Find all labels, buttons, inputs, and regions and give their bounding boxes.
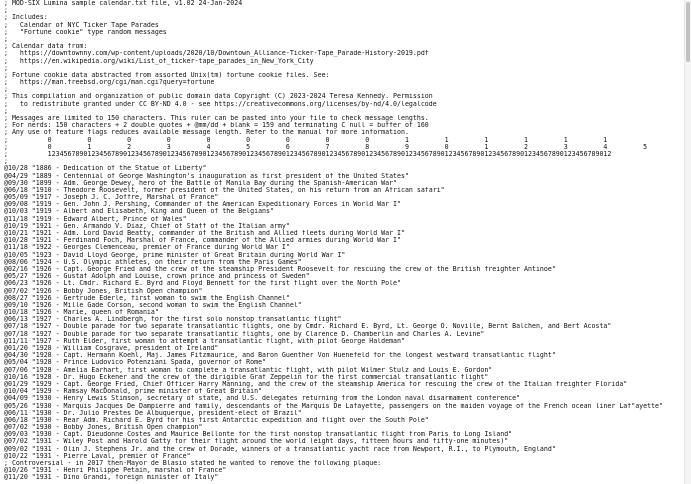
text-line: @07/06 "1928 - Amelia Earhart, first woman to complete a transatlantic flight, with pilot Wilmer Stulz and Louis E. Gordon" (4, 366, 493, 374)
text-line: ; Calendar of NYC Ticker Tape Parades (4, 21, 159, 29)
text-line: @10/22 "1931 - Pierre Laval, premier of France" (4, 452, 191, 460)
text-line: @10/26 "1931 - Henri Philippe Petain, marshal of France" (4, 467, 227, 475)
text-line: @05/27 "1926 - Gustaf Adolph and Louise, crown prince and princess of Sweden" (4, 273, 310, 281)
text-line: ; https://man.freebsd.org/cgi/man.cgi?query=fortune (4, 79, 215, 87)
text-line: @05/09 "1917 - Joseph J. C. Joffre, Marshal of France" (4, 194, 219, 202)
text-line: @02/16 "1926 - Capt. George Fried and the crew of the steamship President Roosevelt for rescuing the crew of the British freighter Antinoe" (4, 265, 556, 273)
text-line: ; 1234567890123456789012345678901234567890123456789012345678901234567890123456789012345678901234567890123456789012345678901234567890123456789012 (4, 150, 612, 158)
text-line: @10/04 "1929 - Ramsay MacDonald, prime minister of Great Britain" (4, 388, 263, 396)
text-line: @09/10 "1926 - Mille Gade Corson, second woman to swim the English Channel" (4, 301, 302, 309)
text-line: @07/02 "1926 - Bobby Jones, British Open champion" (4, 287, 203, 295)
text-line: @04/30 "1928 - Capt. Hermann Koehl, Maj. James Fitzmaurice, and Baron Guenther Von Huenefeld for the longest westward transatlantic flight" (4, 352, 556, 360)
text-line: @10/03 "1919 - Albert and Elisabeth, King and Queen of the Belgians" (4, 208, 274, 216)
text-line: @07/02 "1930 - Bobby Jones, British Open champion" (4, 424, 203, 432)
text-line: ; Includes: (4, 14, 48, 22)
text-line: @08/06 "1924 - U.S. Olympic athletes, on their return from the Paris Games" (4, 258, 302, 266)
text-line: @06/18 "1910 - Theodore Roosevelt, former president of the United States, on his return from an African safari" (4, 186, 445, 194)
text-line: ; Any use of feature flags reduces available message length. Refer to the manual for more information. (4, 129, 409, 137)
text-line: ; (4, 35, 8, 43)
text-line: ; 0 1 2 3 4 5 6 7 8 9 0 1 2 3 4 5 (4, 143, 648, 151)
text-line: @04/29 "1889 - Centennial of George Washington's inauguration as first president of the United States" (4, 172, 409, 180)
text-line: @06/13 "1927 - Charles A. Lindbergh, for the first solo nonstop transatlantic flight" (4, 316, 342, 324)
text-line: @01/20 "1928 - William Cosgrave, president of Ireland" (4, 345, 219, 352)
text-line: @07/02 "1931 - Wiley Post and Harold Gatty for their flight around the world (eight days, fifteen hours and fifty-one minutes)" (4, 438, 509, 446)
text-line: @11/20 "1931 - Dino Grandi, foreign minister of Italy" (4, 474, 219, 482)
text-line: @10/16 "1928 - Dr. Hugo Eckener and the crew of the dirigible Graf Zeppelin for the first commercial transatlantic flight" (4, 373, 489, 381)
text-line: @07/18 "1927 - Double parade for two separate transatlantic flights, one by Cmdr. Richard E. Byrd, Lt. George O. Noville, Bernt Balchen, and Bert Acosta" (4, 323, 612, 331)
text-line: ; MOD-SIX Lumina sample calendar.txt file, v1.02 24-Jan-2024 (4, 0, 243, 7)
text-line: ; to redistribute granted under CC BY-ND 4.0 - see https://creativecommons.org/licenses/by-nd/4.0/legalcode (4, 100, 437, 108)
text-line: @10/19 "1921 - Gen. Armando V. Diaz, Chief of Staff of the Italian army" (4, 222, 290, 230)
text-line: ; 0 0 0 0 0 0 0 0 0 1 1 1 1 1 1 (4, 136, 608, 144)
text-line: @10/28 "1921 - Ferdinand Foch, Marshal of France, commander of the Allied armies during World War I" (4, 237, 401, 245)
text-line: @11/11 "1927 - Ruth Elder, first woman to attempt a transatlantic flight, with pilot George Haldeman" (4, 337, 405, 345)
text-line: ; (4, 7, 8, 15)
scrollbar-thumb[interactable] (686, 2, 690, 62)
text-line: @09/08 "1919 - Gen. John J. Pershing, Commander of the American Expeditionary Forces in World War I" (4, 201, 401, 209)
text-line: @10/21 "1921 - Adm. Lord David Beatty, commander of the British and Allied fleets during World War I" (4, 230, 405, 237)
text-line: ; "Fortune cookie" type random messages (4, 28, 167, 36)
text-line: ; (4, 64, 8, 72)
text-line: ; Fortune cookie data abstracted from assorted Unix(tm) fortune cookie files. See: (4, 71, 330, 79)
text-line: @11/18 "1919 - Edward Albert, Prince of Wales" (4, 215, 187, 223)
text-line: ; Controversial - in 2017 then-Mayor de Blasio stated he wanted to remove the following plaque: (4, 460, 382, 467)
text-line: ; Calendar data from: (4, 43, 88, 51)
text-line: @06/23 "1926 - Lt. Cmdr. Richard E. Byrd and Floyd Bennett for the first flight over the North Pole" (4, 280, 401, 288)
text-line: @07/18 "1927 - Double parade for two separate transatlantic flights, one by Clarence D. Chamberlin and Charles A. Levine" (4, 330, 485, 338)
text-line: @06/18 "1930 - Rear Adm. Richard E. Byrd for his first Antarctic expedition and flight over the South Pole" (4, 416, 429, 424)
text-line: @08/27 "1926 - Gertrude Ederle, first woman to swim the English Channel" (4, 294, 290, 302)
text-line: @10/18 "1926 - Marie, queen of Romania" (4, 309, 159, 317)
vertical-scrollbar[interactable] (684, 0, 691, 484)
text-line: ; For nerds: 150 characters + 2 double quotes + @mm/dd + blank = 159 and terminating C null = buffer of 160 (4, 122, 429, 130)
text-line: @05/26 "1930 - Marquis Jacques De Dampierre and family, descendants of the Marquis De Lafayette, passengers on the maiden voyage of the French ocean liner Laf"ayette" (4, 402, 663, 410)
text-line: @06/11 "1930 - Dr. Julio Prestes De Albuquerque, president-elect of Brazil" (4, 409, 302, 417)
text-line: @09/03 "1930 - Capt. Dieudonne Costes and Maurice Bellonte for the first nonstop transatlantic flight from Paris to Long Island" (4, 431, 513, 439)
text-line: ; Messages are limited to 150 characters. This ruler can be pasted into your file to check message lengths. (4, 115, 429, 122)
text-line: @09/30 "1899 - Adm. George Dewey, hero of the Battle of Manila Bay during the Spanish-American War" (4, 179, 398, 187)
text-line: ; This compilation and organization of public domain data Copyright (C) 2023-2024 Teresa Kennedy. Permission (4, 93, 433, 101)
text-line: @05/04 "1928 - Prince Ludovico Potenziani Spada, governor of Rome" (4, 359, 267, 367)
text-line: ; https://en.wikipedia.org/wiki/List_of_ticker-tape_parades_in_New_York_City (4, 57, 314, 65)
text-line: @11/18 "1922 - Georges Clemenceau, premier of France during World War I" (4, 244, 290, 252)
text-line: ; (4, 158, 8, 166)
text-line: @10/28 "1886 - Dedication of the Statue of Liberty" (4, 165, 207, 173)
text-line: ; (4, 107, 8, 115)
text-line: @01/29 "1929 - Capt. George Fried, Chief Officer Harry Manning, and the crew of the steamship America for rescuing the crew of the Italian freighter Florida" (4, 380, 628, 388)
text-body[interactable] (4, 0, 686, 484)
text-line: @09/02 "1931 - Olin J. Stephens Jr. and the crew of Dorade, winners of a transatlantic yacht race from Newport, R.I., to Plymouth, England" (4, 445, 556, 453)
text-line: ; https://downtownny.com/wp-content/uploads/2020/10/Downtown_Alliance-Ticker-Tape_Parade-History-2019.pdf (4, 50, 429, 58)
text-line: @10/05 "1923 - David Lloyd George, prime minister of Great Britain during World War I" (4, 251, 346, 259)
text-line: ; (4, 86, 8, 94)
text-line: @04/09 "1930 - Henry Lewis Stimson, secretary of state, and U.S. delegates returning from the London naval disarmament conference" (4, 395, 521, 403)
